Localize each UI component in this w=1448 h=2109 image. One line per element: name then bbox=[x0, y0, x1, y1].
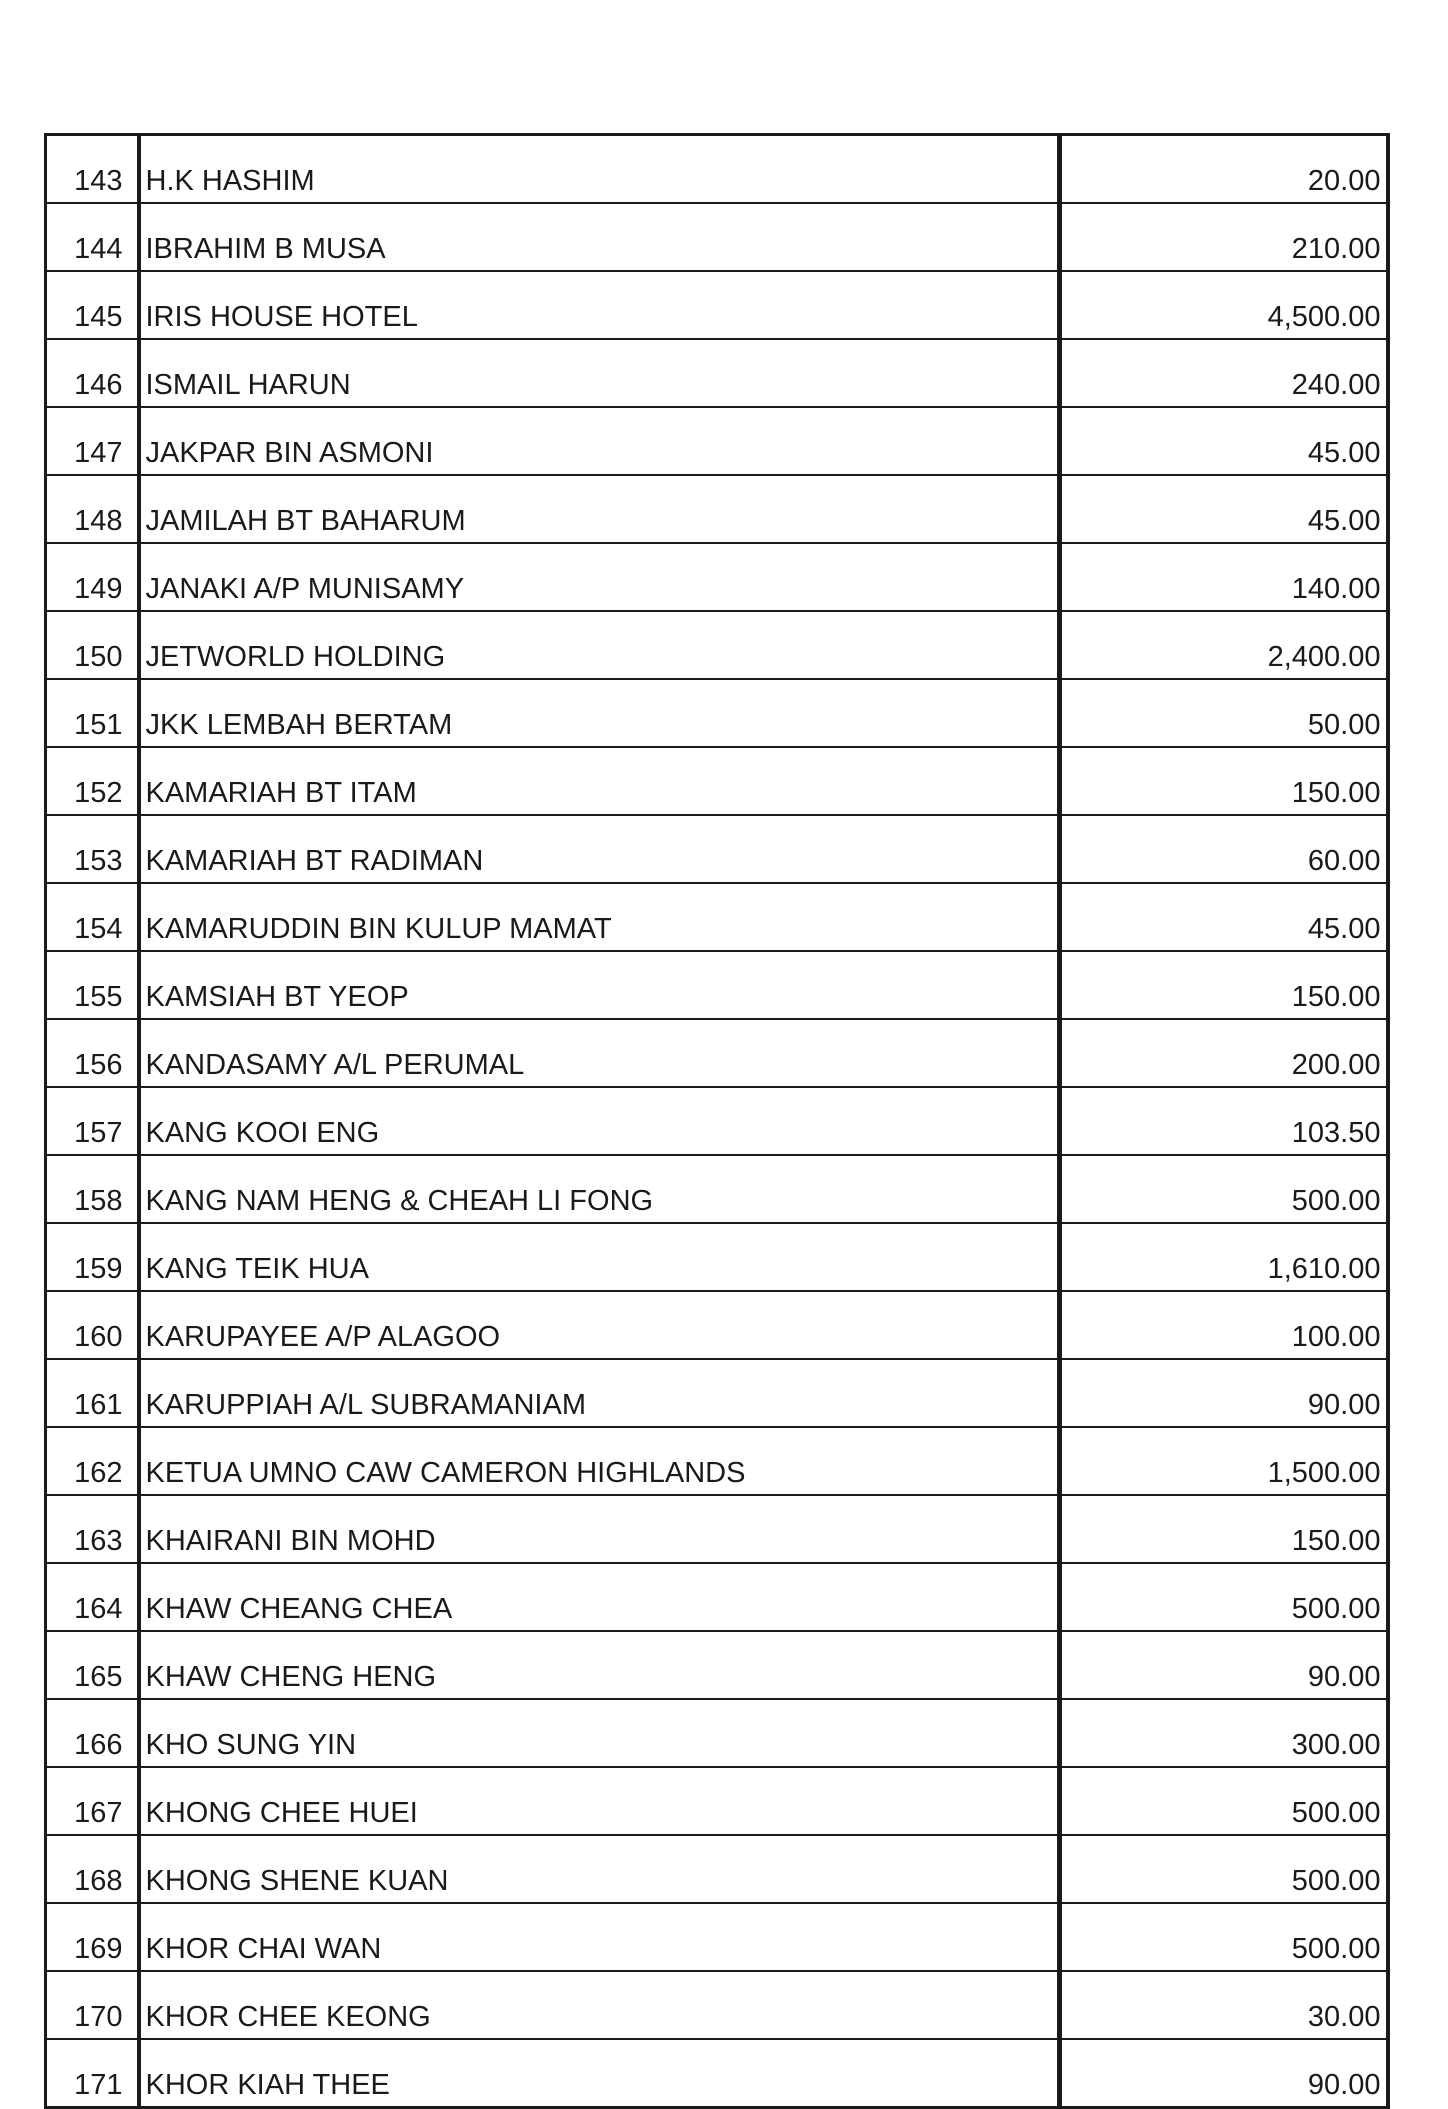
row-number: 167 bbox=[46, 1767, 139, 1835]
row-number: 156 bbox=[46, 1019, 139, 1087]
row-name: KARUPAYEE A/P ALAGOO bbox=[139, 1291, 1060, 1359]
row-amount: 103.50 bbox=[1060, 1087, 1388, 1155]
table-row bbox=[46, 1291, 1388, 1359]
row-number: 154 bbox=[46, 883, 139, 951]
table-row bbox=[46, 271, 1388, 339]
row-number: 155 bbox=[46, 951, 139, 1019]
row-name: KHOR CHEE KEONG bbox=[139, 1971, 1060, 2039]
row-amount: 90.00 bbox=[1060, 1359, 1388, 1427]
table-row bbox=[46, 407, 1388, 475]
table-row bbox=[46, 475, 1388, 543]
row-amount: 200.00 bbox=[1060, 1019, 1388, 1087]
row-number: 151 bbox=[46, 679, 139, 747]
row-amount: 2,400.00 bbox=[1060, 611, 1388, 679]
row-name: H.K HASHIM bbox=[139, 135, 1060, 204]
table-row bbox=[46, 1155, 1388, 1223]
row-amount: 1,500.00 bbox=[1060, 1427, 1388, 1495]
row-amount: 90.00 bbox=[1307, 2069, 1381, 2101]
table-row bbox=[46, 815, 1388, 883]
row-amount: 150.00 bbox=[1060, 951, 1388, 1019]
row-number: 168 bbox=[46, 1835, 139, 1903]
row-number: 152 bbox=[46, 747, 139, 815]
row-amount: 500.00 bbox=[1060, 1835, 1388, 1903]
table-row bbox=[46, 1835, 1388, 1903]
row-name: KARUPPIAH A/L SUBRAMANIAM bbox=[139, 1359, 1060, 1427]
row-number: 163 bbox=[46, 1495, 139, 1563]
table-row bbox=[46, 1427, 1388, 1495]
row-number: 157 bbox=[46, 1087, 139, 1155]
table-row bbox=[46, 203, 1388, 271]
row-name: JKK LEMBAH BERTAM bbox=[139, 679, 1060, 747]
table-row bbox=[46, 679, 1388, 747]
table-row bbox=[46, 2039, 1388, 2108]
row-name: KHAIRANI BIN MOHD bbox=[139, 1495, 1060, 1563]
row-name: KHO SUNG YIN bbox=[139, 1699, 1060, 1767]
row-name: KHONG CHEE HUEI bbox=[139, 1767, 1060, 1835]
table-row bbox=[46, 1563, 1388, 1631]
row-amount: 1,610.00 bbox=[1060, 1223, 1388, 1291]
row-name: KANG KOOI ENG bbox=[139, 1087, 1060, 1155]
row-name: KANG NAM HENG & CHEAH LI FONG bbox=[139, 1155, 1060, 1223]
row-name: KAMARUDDIN BIN KULUP MAMAT bbox=[139, 883, 1060, 951]
row-name: KANDASAMY A/L PERUMAL bbox=[139, 1019, 1060, 1087]
row-amount: 45.00 bbox=[1060, 407, 1388, 475]
table-row bbox=[46, 1019, 1388, 1087]
row-amount: 30.00 bbox=[1060, 1971, 1388, 2039]
row-name: KHAW CHEANG CHEA bbox=[139, 1563, 1060, 1631]
table-row bbox=[46, 1359, 1388, 1427]
row-name: KHOR KIAH THEE bbox=[139, 2039, 1060, 2108]
table-row bbox=[46, 1767, 1388, 1835]
row-number: 148 bbox=[46, 475, 139, 543]
row-amount: 500.00 bbox=[1060, 1767, 1388, 1835]
row-name: KHOR CHAI WAN bbox=[139, 1903, 1060, 1971]
row-number: 170 bbox=[46, 1971, 139, 2039]
row-amount: 150.00 bbox=[1060, 747, 1388, 815]
row-amount: 210.00 bbox=[1060, 203, 1388, 271]
row-amount: 4,500.00 bbox=[1060, 271, 1388, 339]
table-row bbox=[46, 339, 1388, 407]
row-amount: 500.00 bbox=[1060, 1563, 1388, 1631]
row-number: 158 bbox=[46, 1155, 139, 1223]
row-number: 144 bbox=[46, 203, 139, 271]
table-row bbox=[46, 1631, 1388, 1699]
row-number: 150 bbox=[46, 611, 139, 679]
row-amount: 150.00 bbox=[1060, 1495, 1388, 1563]
row-amount: 140.00 bbox=[1060, 543, 1388, 611]
table-row bbox=[46, 1087, 1388, 1155]
row-name: JAKPAR BIN ASMONI bbox=[139, 407, 1060, 475]
row-number: 153 bbox=[46, 815, 139, 883]
row-name: JAMILAH BT BAHARUM bbox=[139, 475, 1060, 543]
row-name: IBRAHIM B MUSA bbox=[139, 203, 1060, 271]
row-name: KANG TEIK HUA bbox=[139, 1223, 1060, 1291]
row-number: 160 bbox=[46, 1291, 139, 1359]
row-number: 169 bbox=[46, 1903, 139, 1971]
row-number: 164 bbox=[46, 1563, 139, 1631]
row-number: 143 bbox=[46, 135, 139, 204]
table-row bbox=[46, 883, 1388, 951]
row-number: 162 bbox=[46, 1427, 139, 1495]
table-row bbox=[46, 951, 1388, 1019]
table-row bbox=[46, 135, 1388, 204]
row-amount: 60.00 bbox=[1060, 815, 1388, 883]
table-row bbox=[46, 1971, 1388, 2039]
row-name: KHONG SHENE KUAN bbox=[139, 1835, 1060, 1903]
row-number: 159 bbox=[46, 1223, 139, 1291]
table-body bbox=[46, 135, 1388, 2108]
row-name: KHAW CHENG HENG bbox=[139, 1631, 1060, 1699]
row-name: KAMSIAH BT YEOP bbox=[139, 951, 1060, 1019]
row-number: 165 bbox=[46, 1631, 139, 1699]
row-number: 161 bbox=[46, 1359, 139, 1427]
row-number: 149 bbox=[46, 543, 139, 611]
row-name: KAMARIAH BT RADIMAN bbox=[139, 815, 1060, 883]
row-amount: 20.00 bbox=[1060, 135, 1388, 204]
row-amount: 45.00 bbox=[1060, 475, 1388, 543]
row-number: 145 bbox=[46, 271, 139, 339]
donation-table bbox=[44, 133, 1390, 2109]
row-name: IRIS HOUSE HOTEL bbox=[139, 271, 1060, 339]
row-amount: 90.00 bbox=[1060, 1631, 1388, 1699]
table-row bbox=[46, 611, 1388, 679]
row-name: JANAKI A/P MUNISAMY bbox=[139, 543, 1060, 611]
row-number: 166 bbox=[46, 1699, 139, 1767]
row-name: JETWORLD HOLDING bbox=[139, 611, 1060, 679]
row-number: 171 bbox=[46, 2039, 139, 2108]
row-name: ISMAIL HARUN bbox=[139, 339, 1060, 407]
table-row bbox=[46, 1223, 1388, 1291]
row-amount: 45.00 bbox=[1060, 883, 1388, 951]
row-amount: 50.00 bbox=[1060, 679, 1388, 747]
row-amount: 500.00 bbox=[1060, 1903, 1388, 1971]
row-name: KETUA UMNO CAW CAMERON HIGHLANDS bbox=[139, 1427, 1060, 1495]
row-number: 147 bbox=[46, 407, 139, 475]
row-amount: 240.00 bbox=[1060, 339, 1388, 407]
table-row bbox=[46, 1903, 1388, 1971]
row-amount: 500.00 bbox=[1060, 1155, 1388, 1223]
row-number: 146 bbox=[46, 339, 139, 407]
row-name: KAMARIAH BT ITAM bbox=[139, 747, 1060, 815]
table-row bbox=[46, 747, 1388, 815]
table-row bbox=[46, 1699, 1388, 1767]
row-amount: 100.00 bbox=[1060, 1291, 1388, 1359]
table-row bbox=[46, 1495, 1388, 1563]
table-row bbox=[46, 543, 1388, 611]
row-amount: 300.00 bbox=[1060, 1699, 1388, 1767]
